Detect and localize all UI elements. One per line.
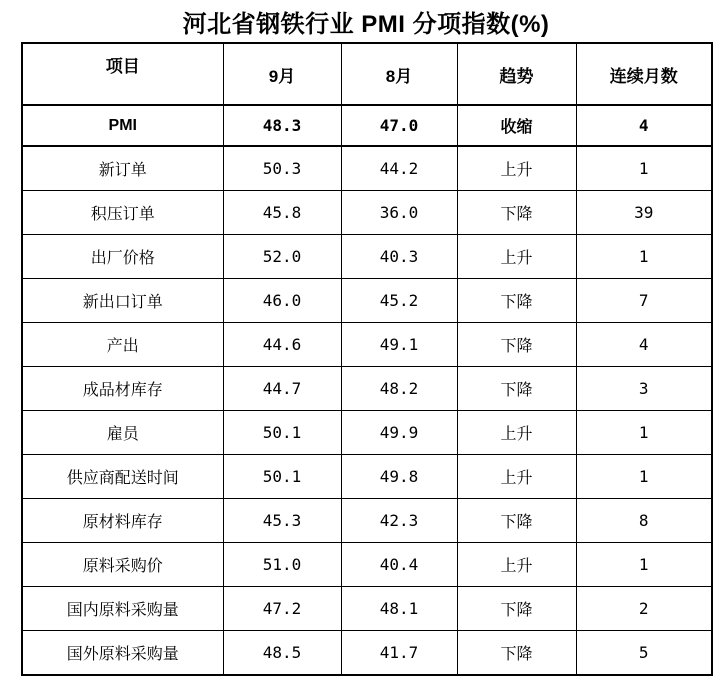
table-row-new-orders [22, 146, 712, 191]
cell-item: 原料采购价 [22, 543, 223, 587]
cell-september-value: 48.5 [223, 631, 341, 676]
cell-august-value: 49.9 [341, 411, 457, 455]
cell-consecutive-months: 5 [576, 631, 712, 676]
cell-consecutive-months: 8 [576, 499, 712, 543]
cell-august-value: 49.8 [341, 455, 457, 499]
cell-august-value: 40.4 [341, 543, 457, 587]
cell-item: 新出口订单 [22, 279, 223, 323]
cell-consecutive-months: 1 [576, 235, 712, 279]
table-row-raw-material-inventory [22, 499, 712, 543]
table-row-domestic-raw-material-purchases [22, 587, 712, 631]
cell-consecutive-months: 1 [576, 543, 712, 587]
cell-item: 供应商配送时间 [22, 455, 223, 499]
table-row-foreign-raw-material-purchases [22, 631, 712, 676]
header-cell-september: 9月 [223, 43, 341, 105]
cell-august-value: 41.7 [341, 631, 457, 676]
cell-august-value: 49.1 [341, 323, 457, 367]
table-header-row [22, 43, 712, 105]
cell-item: 国内原料采购量 [22, 587, 223, 631]
cell-september-value: 50.1 [223, 411, 341, 455]
cell-trend: 下降 [457, 499, 576, 543]
cell-august-value: 44.2 [341, 146, 457, 191]
cell-september-value: 45.8 [223, 191, 341, 235]
cell-trend: 下降 [457, 191, 576, 235]
cell-trend: 上升 [457, 411, 576, 455]
cell-september-value: 51.0 [223, 543, 341, 587]
table-row-ex-factory-price [22, 235, 712, 279]
table-row-new-export-orders [22, 279, 712, 323]
cell-consecutive-months: 1 [576, 411, 712, 455]
cell-item: 产出 [22, 323, 223, 367]
cell-august-value: 36.0 [341, 191, 457, 235]
cell-consecutive-months: 39 [576, 191, 712, 235]
cell-consecutive-months: 4 [576, 105, 712, 146]
cell-september-value: 47.2 [223, 587, 341, 631]
cell-trend: 收缩 [457, 105, 576, 146]
cell-item: 国外原料采购量 [22, 631, 223, 676]
cell-trend: 下降 [457, 279, 576, 323]
table-row-backlog-orders [22, 191, 712, 235]
cell-trend: 上升 [457, 455, 576, 499]
cell-september-value: 48.3 [223, 105, 341, 146]
cell-item: 积压订单 [22, 191, 223, 235]
cell-september-value: 50.1 [223, 455, 341, 499]
cell-consecutive-months: 4 [576, 323, 712, 367]
header-cell-august: 8月 [341, 43, 457, 105]
cell-item: 成品材库存 [22, 367, 223, 411]
cell-trend: 上升 [457, 235, 576, 279]
table-row-pmi [22, 105, 712, 146]
cell-consecutive-months: 3 [576, 367, 712, 411]
cell-september-value: 50.3 [223, 146, 341, 191]
cell-september-value: 44.6 [223, 323, 341, 367]
cell-trend: 上升 [457, 543, 576, 587]
cell-trend: 上升 [457, 146, 576, 191]
header-cell-consecutive-months: 连续月数 [576, 43, 712, 105]
cell-august-value: 42.3 [341, 499, 457, 543]
table-row-finished-goods-inventory [22, 367, 712, 411]
cell-trend: 下降 [457, 631, 576, 676]
cell-trend: 下降 [457, 367, 576, 411]
cell-consecutive-months: 2 [576, 587, 712, 631]
header-item-label: 项目 [105, 56, 140, 76]
cell-august-value: 45.2 [341, 279, 457, 323]
table-row-employment [22, 411, 712, 455]
cell-september-value: 46.0 [223, 279, 341, 323]
cell-item: 雇员 [22, 411, 223, 455]
page-title: 河北省钢铁行业 PMI 分项指数(%) [182, 11, 550, 38]
cell-consecutive-months: 7 [576, 279, 712, 323]
header-cell-trend: 趋势 [457, 43, 576, 105]
cell-august-value: 48.1 [341, 587, 457, 631]
cell-september-value: 45.3 [223, 499, 341, 543]
cell-item: PMI [22, 105, 223, 146]
cell-consecutive-months: 1 [576, 146, 712, 191]
cell-item: 新订单 [22, 146, 223, 191]
cell-consecutive-months: 1 [576, 455, 712, 499]
table-row-supplier-delivery-time [22, 455, 712, 499]
pmi-index-table [21, 42, 713, 676]
header-cell-item [22, 43, 223, 105]
cell-item: 原材料库存 [22, 499, 223, 543]
cell-august-value: 47.0 [341, 105, 457, 146]
cell-august-value: 40.3 [341, 235, 457, 279]
cell-item: 出厂价格 [22, 235, 223, 279]
cell-september-value: 44.7 [223, 367, 341, 411]
cell-september-value: 52.0 [223, 235, 341, 279]
table-row-raw-material-purchase-price [22, 543, 712, 587]
cell-trend: 下降 [457, 587, 576, 631]
cell-trend: 下降 [457, 323, 576, 367]
table-row-output [22, 323, 712, 367]
cell-august-value: 48.2 [341, 367, 457, 411]
